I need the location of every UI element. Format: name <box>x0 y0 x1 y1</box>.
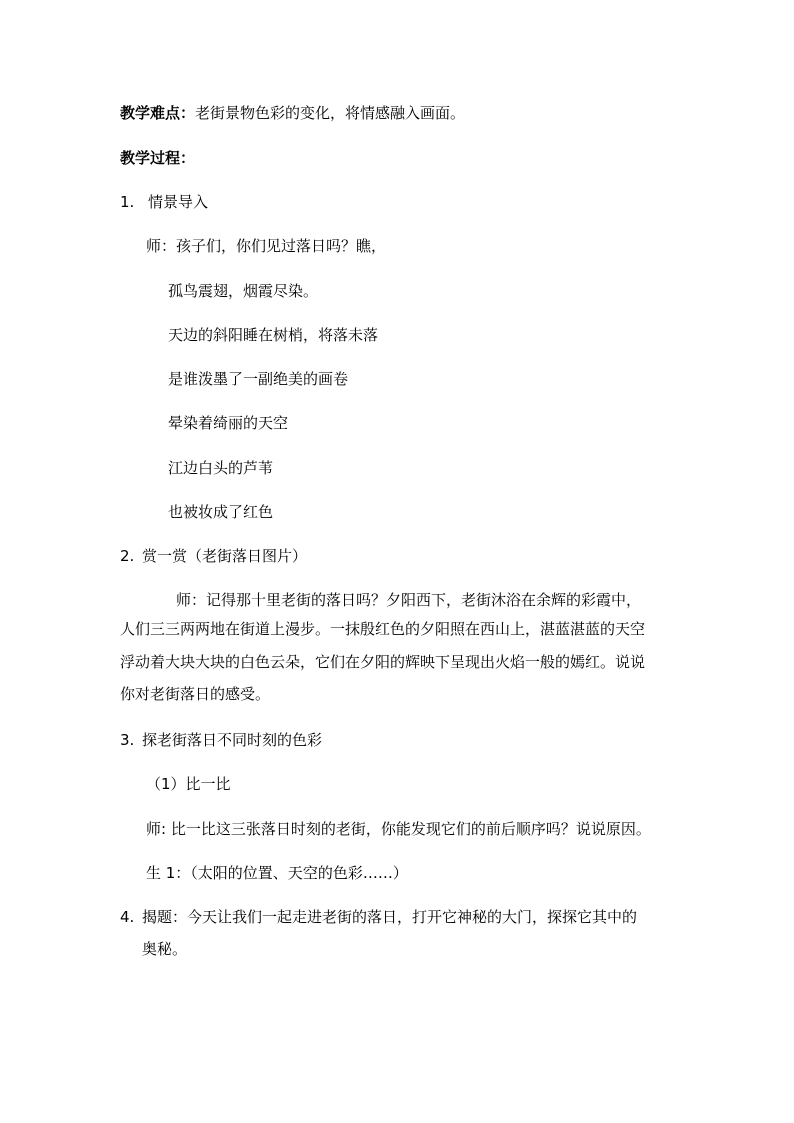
section-2-paragraph-line: 师：记得那十里老街的落日吗？夕阳西下，老街沐浴在余辉的彩霞中， <box>176 591 642 609</box>
section-4-number: 4. <box>120 908 135 926</box>
poem-line: 是谁泼墨了一副绝美的画卷 <box>168 370 349 388</box>
section-1-intro: 师：孩子们，你们见过落日吗？瞧， <box>146 237 387 255</box>
section-2-paragraph-line: 人们三三两两地在街道上漫步。一抹殷红色的夕阳照在西山上，湛蓝湛蓝的天空 <box>120 620 646 638</box>
difficulty-line <box>120 102 465 124</box>
process-label: 教学过程： <box>120 149 196 167</box>
section-3-teacher-line: 师: 比一比这三张落日时刻的老街，你能发现它们的前后顺序吗？说说原因。 <box>146 820 651 838</box>
difficulty-text: 老街景物色彩的变化，将情感融入画面。 <box>195 104 466 122</box>
section-1-number: 1. <box>120 193 135 211</box>
section-3-number: 3. <box>120 731 135 749</box>
section-2-title: 赏一赏（老街落日图片） <box>142 547 308 565</box>
section-2-paragraph-line: 浮动着大块大块的白色云朵，它们在夕阳的辉映下呈现出火焰一般的嫣红。说说 <box>120 653 646 671</box>
poem-line: 孤鸟震翅，烟霞尽染。 <box>168 282 319 300</box>
section-3-student-line: 生 1：（太阳的位置、天空的色彩……） <box>146 864 408 882</box>
section-4-line: 奥秘。 <box>142 940 188 958</box>
section-2-number: 2. <box>120 547 135 565</box>
poem-line: 晕染着绮丽的天空 <box>168 414 289 432</box>
section-1-title: 情景导入 <box>148 193 209 211</box>
difficulty-label: 教学难点： <box>120 104 196 122</box>
section-4-line: 揭题：今天让我们一起走进老街的落日，打开它神秘的大门，探探它其中的 <box>142 908 638 926</box>
poem-line: 天边的斜阳睡在树梢，将落未落 <box>168 326 379 344</box>
section-3-title: 探老街落日不同时刻的色彩 <box>142 731 323 749</box>
poem-line: 江边白头的芦苇 <box>168 459 274 477</box>
section-2-paragraph-line: 你对老街落日的感受。 <box>120 685 271 703</box>
section-3-subheading: （1）比一比 <box>146 775 231 793</box>
poem-line: 也被妆成了红色 <box>168 503 274 521</box>
